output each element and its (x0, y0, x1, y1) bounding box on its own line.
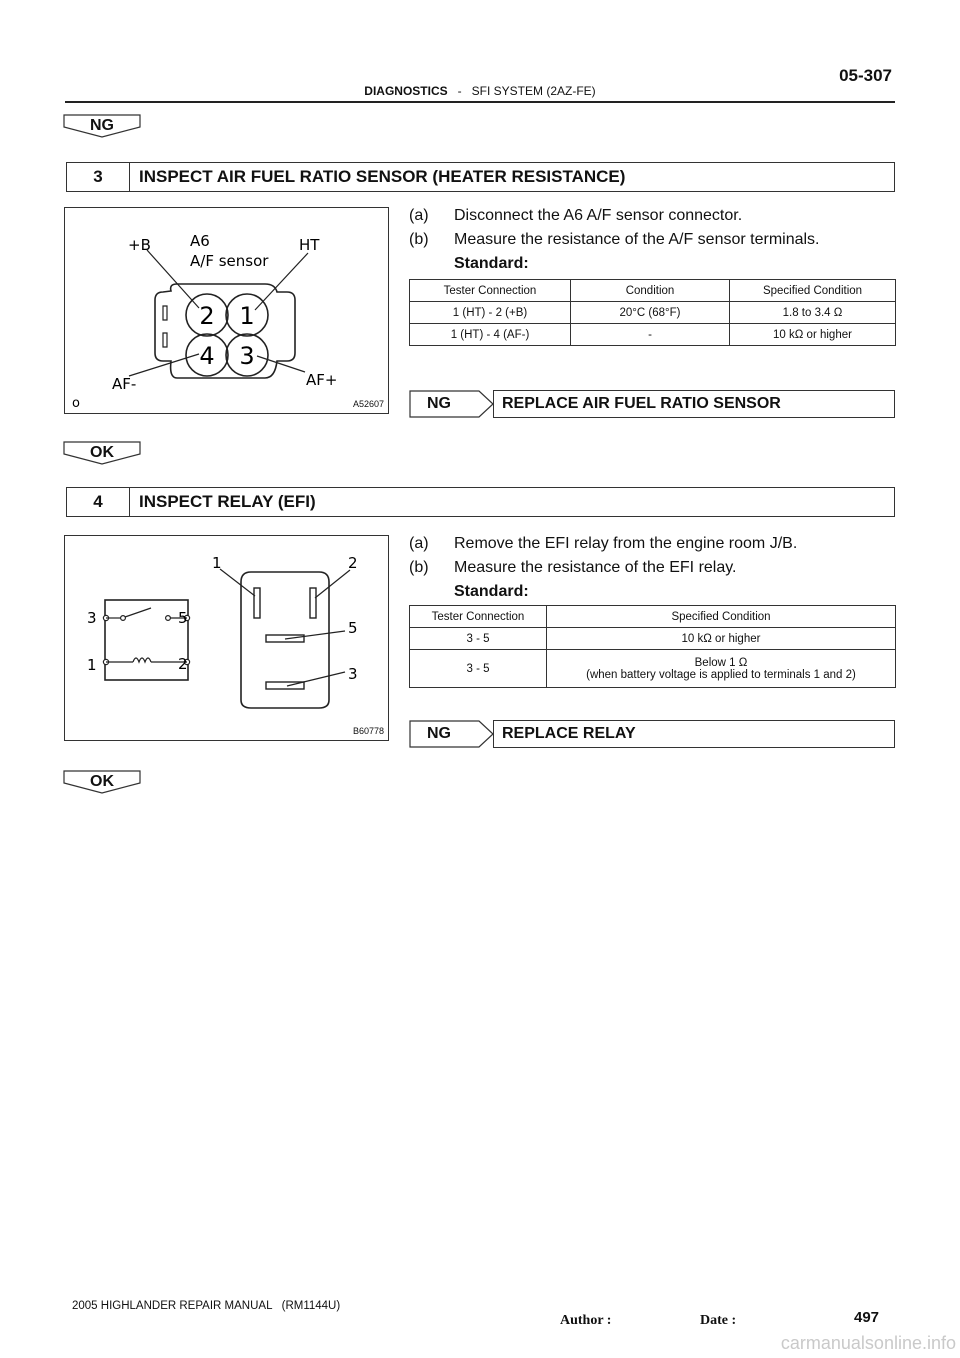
af-sensor-connector-drawing (65, 208, 388, 413)
label-connector-a6: A6 (190, 232, 210, 250)
pin-3-label: 3 (239, 342, 255, 370)
step-4-spec-table (409, 605, 896, 688)
terminal-label-1: 1 (212, 554, 222, 572)
relay-figure (64, 535, 389, 741)
step-3-spec-table (409, 279, 896, 346)
label-af-minus: AF- (112, 375, 137, 393)
manual-footer: 2005 HIGHLANDER REPAIR MANUAL (RM1144U) (72, 1300, 341, 1312)
schematic-label-3: 3 (87, 609, 97, 627)
table-cell (547, 650, 896, 688)
ng-label: NG (427, 395, 451, 412)
table-row (410, 302, 896, 324)
figure-code-a52607: A52607 (352, 399, 384, 409)
table-row (410, 628, 896, 650)
step-3-title: INSPECT AIR FUEL RATIO SENSOR (HEATER RESISTANCE) (139, 167, 626, 186)
step-3-number: 3 (67, 163, 130, 191)
table-cell-line: (when battery voltage is applied to terminals 1 and 2) (586, 668, 856, 681)
header-rule (65, 101, 895, 103)
instruction-text: Measure the resistance of the A/F sensor terminals. (454, 231, 820, 248)
step-4-ng-result (409, 720, 895, 748)
instruction-text: Measure the resistance of the EFI relay. (454, 559, 737, 576)
table-header-cell: Condition (571, 280, 730, 302)
step-3-ng-result (409, 390, 895, 418)
author-label: Author : (560, 1313, 612, 1328)
table-header-row (410, 606, 896, 628)
terminal-label-2: 2 (348, 554, 358, 572)
relay-drawing (65, 536, 388, 740)
af-sensor-figure (64, 207, 389, 414)
pin-4-label: 4 (199, 342, 215, 370)
terminal-label-5: 5 (348, 619, 358, 637)
table-cell: 3 - 5 (410, 628, 547, 650)
ok-tag-mid (63, 441, 141, 465)
table-cell: 10 kΩ or higher (730, 324, 896, 346)
table-cell: 20°C (68°F) (571, 302, 730, 324)
table-header-cell: Specified Condition (730, 280, 896, 302)
step-4-standard-label: Standard: (454, 583, 529, 600)
label-ht: HT (299, 236, 320, 254)
instruction-label: (b) (409, 559, 429, 576)
label-plus-b: +B (128, 236, 151, 254)
watermark: carmanualsonline.info (780, 1333, 956, 1353)
table-cell-line: Below 1 Ω (694, 656, 748, 669)
ok-tag-bottom-label: OK (90, 773, 114, 790)
schematic-label-1: 1 (87, 656, 97, 674)
table-row (410, 324, 896, 346)
figure-code-b60778: B60778 (352, 726, 384, 736)
page-id: 05-307 (839, 66, 892, 85)
corner-mark: o (72, 396, 80, 411)
table-cell: 1 (HT) - 2 (+B) (410, 302, 571, 324)
section-header (0, 84, 960, 98)
step-4-title: INSPECT RELAY (EFI) (139, 492, 316, 511)
instruction-label: (a) (409, 207, 429, 224)
schematic-label-5: 5 (178, 609, 188, 627)
instruction-text: Remove the EFI relay from the engine room J/B. (454, 535, 798, 552)
section-separator: - (457, 84, 462, 98)
table-cell: 3 - 5 (410, 650, 547, 688)
step-4-header (66, 487, 895, 517)
instruction-text: Disconnect the A6 A/F sensor connector. (454, 207, 743, 224)
pin-1-label: 1 (239, 302, 255, 330)
page-number: 497 (854, 1309, 880, 1326)
table-cell: 1.8 to 3.4 Ω (730, 302, 896, 324)
terminal-label-3: 3 (348, 665, 358, 683)
table-cell: 10 kΩ or higher (547, 628, 896, 650)
instruction-label: (b) (409, 231, 429, 248)
ok-tag-bottom (63, 770, 141, 794)
table-header-cell: Tester Connection (410, 280, 571, 302)
label-af-sensor: A/F sensor (190, 252, 269, 270)
step-4-number: 4 (67, 488, 130, 516)
schematic-label-2: 2 (178, 655, 188, 673)
ng-result-text: REPLACE RELAY (493, 720, 895, 748)
table-header-row (410, 280, 896, 302)
table-cell: - (571, 324, 730, 346)
table-header-cell: Tester Connection (410, 606, 547, 628)
step-3-standard-label: Standard: (454, 255, 529, 272)
date-label: Date : (700, 1313, 737, 1328)
table-cell: 1 (HT) - 4 (AF-) (410, 324, 571, 346)
subsection-name: SFI SYSTEM (2AZ-FE) (471, 84, 596, 98)
table-row (410, 650, 896, 688)
ng-label: NG (427, 725, 451, 742)
ng-result-text: REPLACE AIR FUEL RATIO SENSOR (493, 390, 895, 418)
ng-tag-top (63, 114, 141, 138)
instruction-label: (a) (409, 535, 429, 552)
ok-tag-mid-label: OK (90, 444, 114, 461)
pin-2-label: 2 (199, 302, 215, 330)
section-name: DIAGNOSTICS (364, 84, 448, 98)
table-header-cell: Specified Condition (547, 606, 896, 628)
label-af-plus: AF+ (306, 371, 338, 389)
step-3-header (66, 162, 895, 192)
ng-tag-top-label: NG (90, 117, 114, 134)
